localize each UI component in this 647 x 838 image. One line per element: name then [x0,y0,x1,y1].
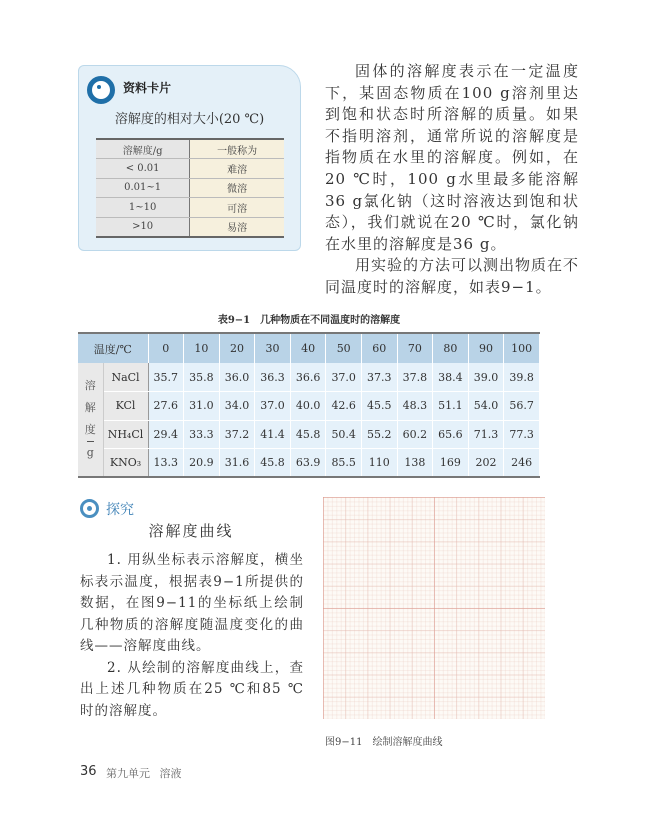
substance-name: KCl [103,392,148,421]
info-card-icon [87,76,115,104]
table-row [96,198,284,218]
temp-col-header: 30 [255,333,291,363]
temp-col-header: 20 [219,333,255,363]
temp-col-header: 50 [326,333,362,363]
table-cell: < 0.01 [96,159,190,179]
table-cell: >10 [96,217,190,237]
solubility-cell: 202 [468,449,504,478]
group-label-char [78,441,103,464]
explore-step: 2. 从绘制的溶解度曲线上，查出上述几种物质在25 ℃和85 ℃时的溶解度。 [80,659,304,719]
solubility-cell: 37.8 [397,363,433,392]
solubility-cell: 65.6 [433,420,469,449]
table-row [78,363,540,392]
table-row [78,420,540,449]
solubility-cell: 27.6 [148,392,184,421]
table-row [96,217,284,237]
table-row [78,449,540,478]
table-cell: 0.01~1 [96,178,190,198]
solubility-table [78,332,540,478]
solubility-cell: 169 [433,449,469,478]
explore-icon [80,499,99,518]
solubility-cell: 60.2 [397,420,433,449]
table-cell: 微溶 [190,178,284,198]
intro-text [325,61,579,299]
temp-col-header: 90 [468,333,504,363]
solubility-cell: 35.7 [148,363,184,392]
temp-header: 温度/℃ [78,333,148,363]
temp-col-header: 10 [184,333,220,363]
solubility-cell: 63.9 [290,449,326,478]
solubility-cell: 13.3 [148,449,184,478]
solubility-cell: 37.0 [255,392,291,421]
solubility-cell: 50.4 [326,420,362,449]
solubility-cell: 54.0 [468,392,504,421]
solubility-cell: 42.6 [326,392,362,421]
solubility-cell: 246 [504,449,540,478]
relative-solubility-table [96,138,284,238]
table-header-row [78,333,540,363]
solubility-cell: 37.0 [326,363,362,392]
solubility-cell: 56.7 [504,392,540,421]
table-row [96,139,284,159]
solubility-cell: 39.0 [468,363,504,392]
solubility-cell: 20.9 [184,449,220,478]
table-cell: 难溶 [190,159,284,179]
substance-name: NH₄Cl [103,420,148,449]
explore-label: 探究 [106,502,134,518]
solubility-cell: 36.3 [255,363,291,392]
table-cell: 1~10 [96,198,190,218]
substance-name: KNO₃ [103,449,148,478]
table-cell: 可溶 [190,198,284,218]
solubility-cell: 77.3 [504,420,540,449]
solubility-cell: 37.2 [219,420,255,449]
solubility-cell: 39.8 [504,363,540,392]
solubility-cell: 55.2 [361,420,397,449]
solubility-cell: 33.3 [184,420,220,449]
table-cell: 溶解度/g [96,139,190,159]
group-label-char: 解 [84,401,96,414]
solubility-cell: 40.0 [290,392,326,421]
solubility-cell: 31.6 [219,449,255,478]
temp-col-header: 40 [290,333,326,363]
table-caption: 表9−1 几种物质在不同温度时的溶解度 [217,315,401,326]
solubility-cell: 85.5 [326,449,362,478]
solubility-cell: 45.8 [255,449,291,478]
solubility-cell: 51.1 [433,392,469,421]
intro-paragraph: 用实验的方法可以测出物质在不同温度时的溶解度，如表9−1。 [325,256,580,296]
table-row [96,159,284,179]
solubility-cell: 45.5 [361,392,397,421]
table-row [78,392,540,421]
chapter-title: 第九单元 溶液 [106,767,182,780]
figure-caption: 图9−11 绘制溶解度曲线 [325,737,443,748]
solubility-cell: 29.4 [148,420,184,449]
graph-paper [323,497,545,719]
info-card-subtitle: 溶解度的相对大小(20 ℃) [114,112,265,127]
page-number: 36 [80,764,97,779]
info-card [78,65,301,251]
table-row [96,178,284,198]
table-cell: 一般称为 [190,139,284,159]
group-label-char: 度 [84,423,96,436]
solubility-cell: 45.8 [290,420,326,449]
info-card-title: 资料卡片 [123,81,172,95]
group-label-unit: g [87,441,94,464]
temp-col-header: 100 [504,333,540,363]
solubility-cell: 110 [361,449,397,478]
solubility-cell: 48.3 [397,392,433,421]
solubility-cell: 31.0 [184,392,220,421]
solubility-cell: 71.3 [468,420,504,449]
explore-title: 溶解度曲线 [148,522,234,540]
temp-col-header: 0 [148,333,184,363]
solubility-cell: 34.0 [219,392,255,421]
solubility-cell: 41.4 [255,420,291,449]
substance-name: NaCl [103,363,148,392]
explore-step: 1. 用纵坐标表示溶解度，横坐标表示温度，根据表9−1所提供的数据，在图9−11的坐标纸上绘制几种物质的溶解度随温度变化的曲线——溶解度曲线。 [80,552,304,654]
solubility-cell: 35.8 [184,363,220,392]
table-cell: 易溶 [190,217,284,237]
solubility-cell: 38.4 [433,363,469,392]
solubility-cell: 138 [397,449,433,478]
solubility-cell: 37.3 [361,363,397,392]
solubility-group-label [78,363,103,477]
solubility-cell: 36.6 [290,363,326,392]
temp-col-header: 80 [433,333,469,363]
group-label-char: 溶 [84,379,96,392]
intro-paragraph: 固体的溶解度表示在一定温度下，某固态物质在100 g溶剂里达到饱和状态时所溶解的质量。如果不指明溶剂，通常所说的溶解度是指物质在水里的溶解度。例如，在20 ℃时，100 g水里最多能溶解36 g氯化钠（这时溶液达到饱和状态），我们就说在20 ℃时，氯化钠在水里的溶解度是36 g。 [325,62,579,253]
temp-col-header: 70 [397,333,433,363]
solubility-cell: 36.0 [219,363,255,392]
explore-text [80,550,304,722]
temp-col-header: 60 [361,333,397,363]
